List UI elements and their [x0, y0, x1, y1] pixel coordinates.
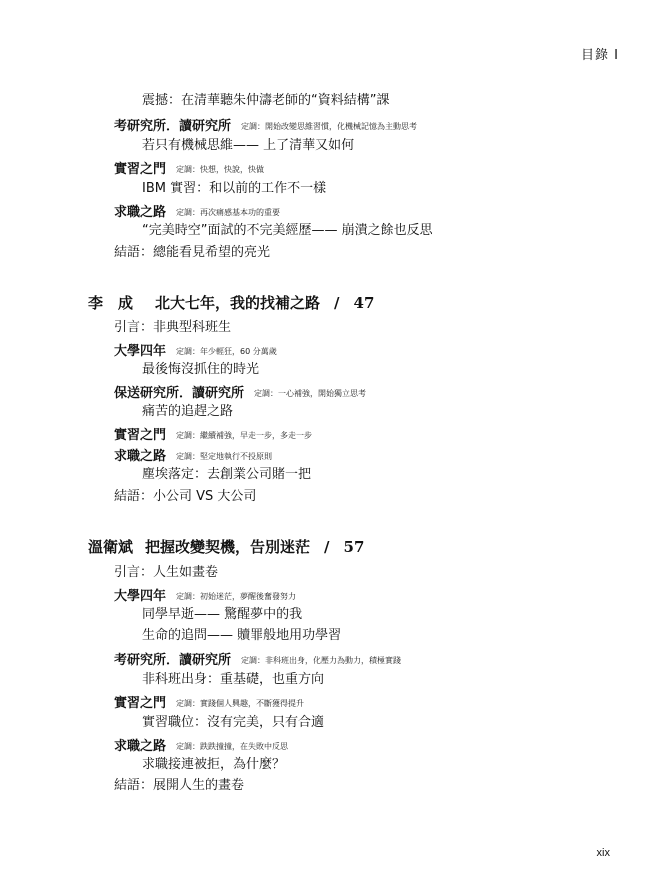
toc-note: 定調：年少輕狂，60 分萬歲	[176, 347, 277, 356]
running-header: 目錄 I	[581, 48, 619, 63]
toc-entry	[114, 587, 296, 603]
toc-entry: 最後悔沒抓住的時光	[142, 362, 260, 377]
toc-note: 定調：一心補強，開始獨立思考	[254, 389, 367, 398]
toc-entry	[114, 447, 272, 463]
toc-entry: 塵埃落定：去創業公司賭一把	[142, 467, 312, 482]
chapter-title: 把握改變契機，告別迷茫	[145, 538, 311, 556]
page-number: xix	[596, 847, 610, 859]
toc-entry: 求職接連被拒，為什麼？	[142, 757, 286, 772]
toc-entry: 結語：小公司 VS 大公司	[114, 489, 257, 504]
toc-note: 定調：繼續補強，早走一步，多走一步	[176, 431, 313, 440]
chapter-page: 47	[353, 294, 375, 312]
toc-heading: 大學四年	[114, 589, 167, 604]
toc-heading: 實習之門	[114, 696, 167, 711]
toc-entry: 同學早逝—— 驚醒夢中的我	[142, 607, 303, 622]
chapter-separator: /	[324, 538, 330, 556]
toc-entry	[114, 160, 264, 176]
toc-entry: 生命的追問—— 贖罪般地用功學習	[142, 628, 342, 643]
toc-heading: 求職之路	[114, 449, 167, 464]
toc-entry	[114, 426, 312, 442]
toc-heading: 考研究所．讀研究所	[114, 653, 232, 668]
toc-entry	[114, 342, 277, 358]
toc-heading: 考研究所．讀研究所	[114, 119, 232, 134]
toc-heading: 保送研究所．讀研究所	[114, 386, 245, 401]
toc-entry	[114, 737, 288, 753]
toc-entry	[114, 384, 366, 400]
chapter-title: 北大七年，我的找補之路	[155, 294, 321, 312]
toc-entry: 引言：非典型科班生	[114, 320, 232, 335]
toc-entry: IBM 實習：和以前的工作不一樣	[142, 181, 327, 196]
toc-entry: 結語：展開人生的畫卷	[114, 778, 245, 793]
chapter-heading[interactable]	[88, 292, 374, 313]
toc-entry	[114, 117, 417, 133]
toc-heading: 實習之門	[114, 428, 167, 443]
chapter-heading[interactable]	[88, 536, 364, 557]
toc-entry: 若只有機械思維—— 上了清華又如何	[142, 138, 355, 153]
chapter-separator: /	[334, 294, 340, 312]
toc-heading: 求職之路	[114, 205, 167, 220]
toc-entry	[114, 203, 280, 219]
chapter-author: 溫衛斌	[88, 538, 134, 556]
chapter-author: 李 成	[88, 294, 134, 312]
toc-entry: 痛苦的追趕之路	[142, 404, 234, 419]
toc-heading: 大學四年	[114, 344, 167, 359]
toc-entry: 震撼：在清華聽朱仲濤老師的“資料結構”課	[142, 93, 390, 108]
toc-entry: 實習職位：沒有完美，只有合適	[142, 715, 325, 730]
toc-heading: 實習之門	[114, 162, 167, 177]
toc-note: 定調：快想，快說，快做	[176, 165, 265, 174]
toc-note: 定調：非科班出身，化壓力為動力，積極實踐	[241, 656, 402, 665]
toc-entry	[114, 694, 304, 710]
toc-entry: 非科班出身：重基礎，也重方向	[142, 672, 325, 687]
toc-note: 定調：初始迷茫，夢醒後奮發努力	[176, 592, 297, 601]
toc-note: 定調：開始改變思維習慣，化機械記憶為主動思考	[241, 122, 418, 131]
toc-entry: 引言：人生如畫卷	[114, 565, 219, 580]
toc-note: 定調：再次痛感基本功的重要	[176, 208, 281, 217]
toc-entry: “完美時空”面試的不完美經歷—— 崩潰之餘也反思	[142, 223, 433, 238]
toc-entry	[114, 651, 401, 667]
toc-note: 定調：跌跌撞撞，在失敗中反思	[176, 742, 289, 751]
chapter-page: 57	[343, 538, 365, 556]
toc-heading: 求職之路	[114, 739, 167, 754]
toc-entry: 結語：總能看見希望的亮光	[114, 245, 271, 260]
toc-note: 定調：堅定地執行不投原則	[176, 452, 273, 461]
toc-note: 定調：實踐個人興趣，不斷獲得提升	[176, 699, 305, 708]
